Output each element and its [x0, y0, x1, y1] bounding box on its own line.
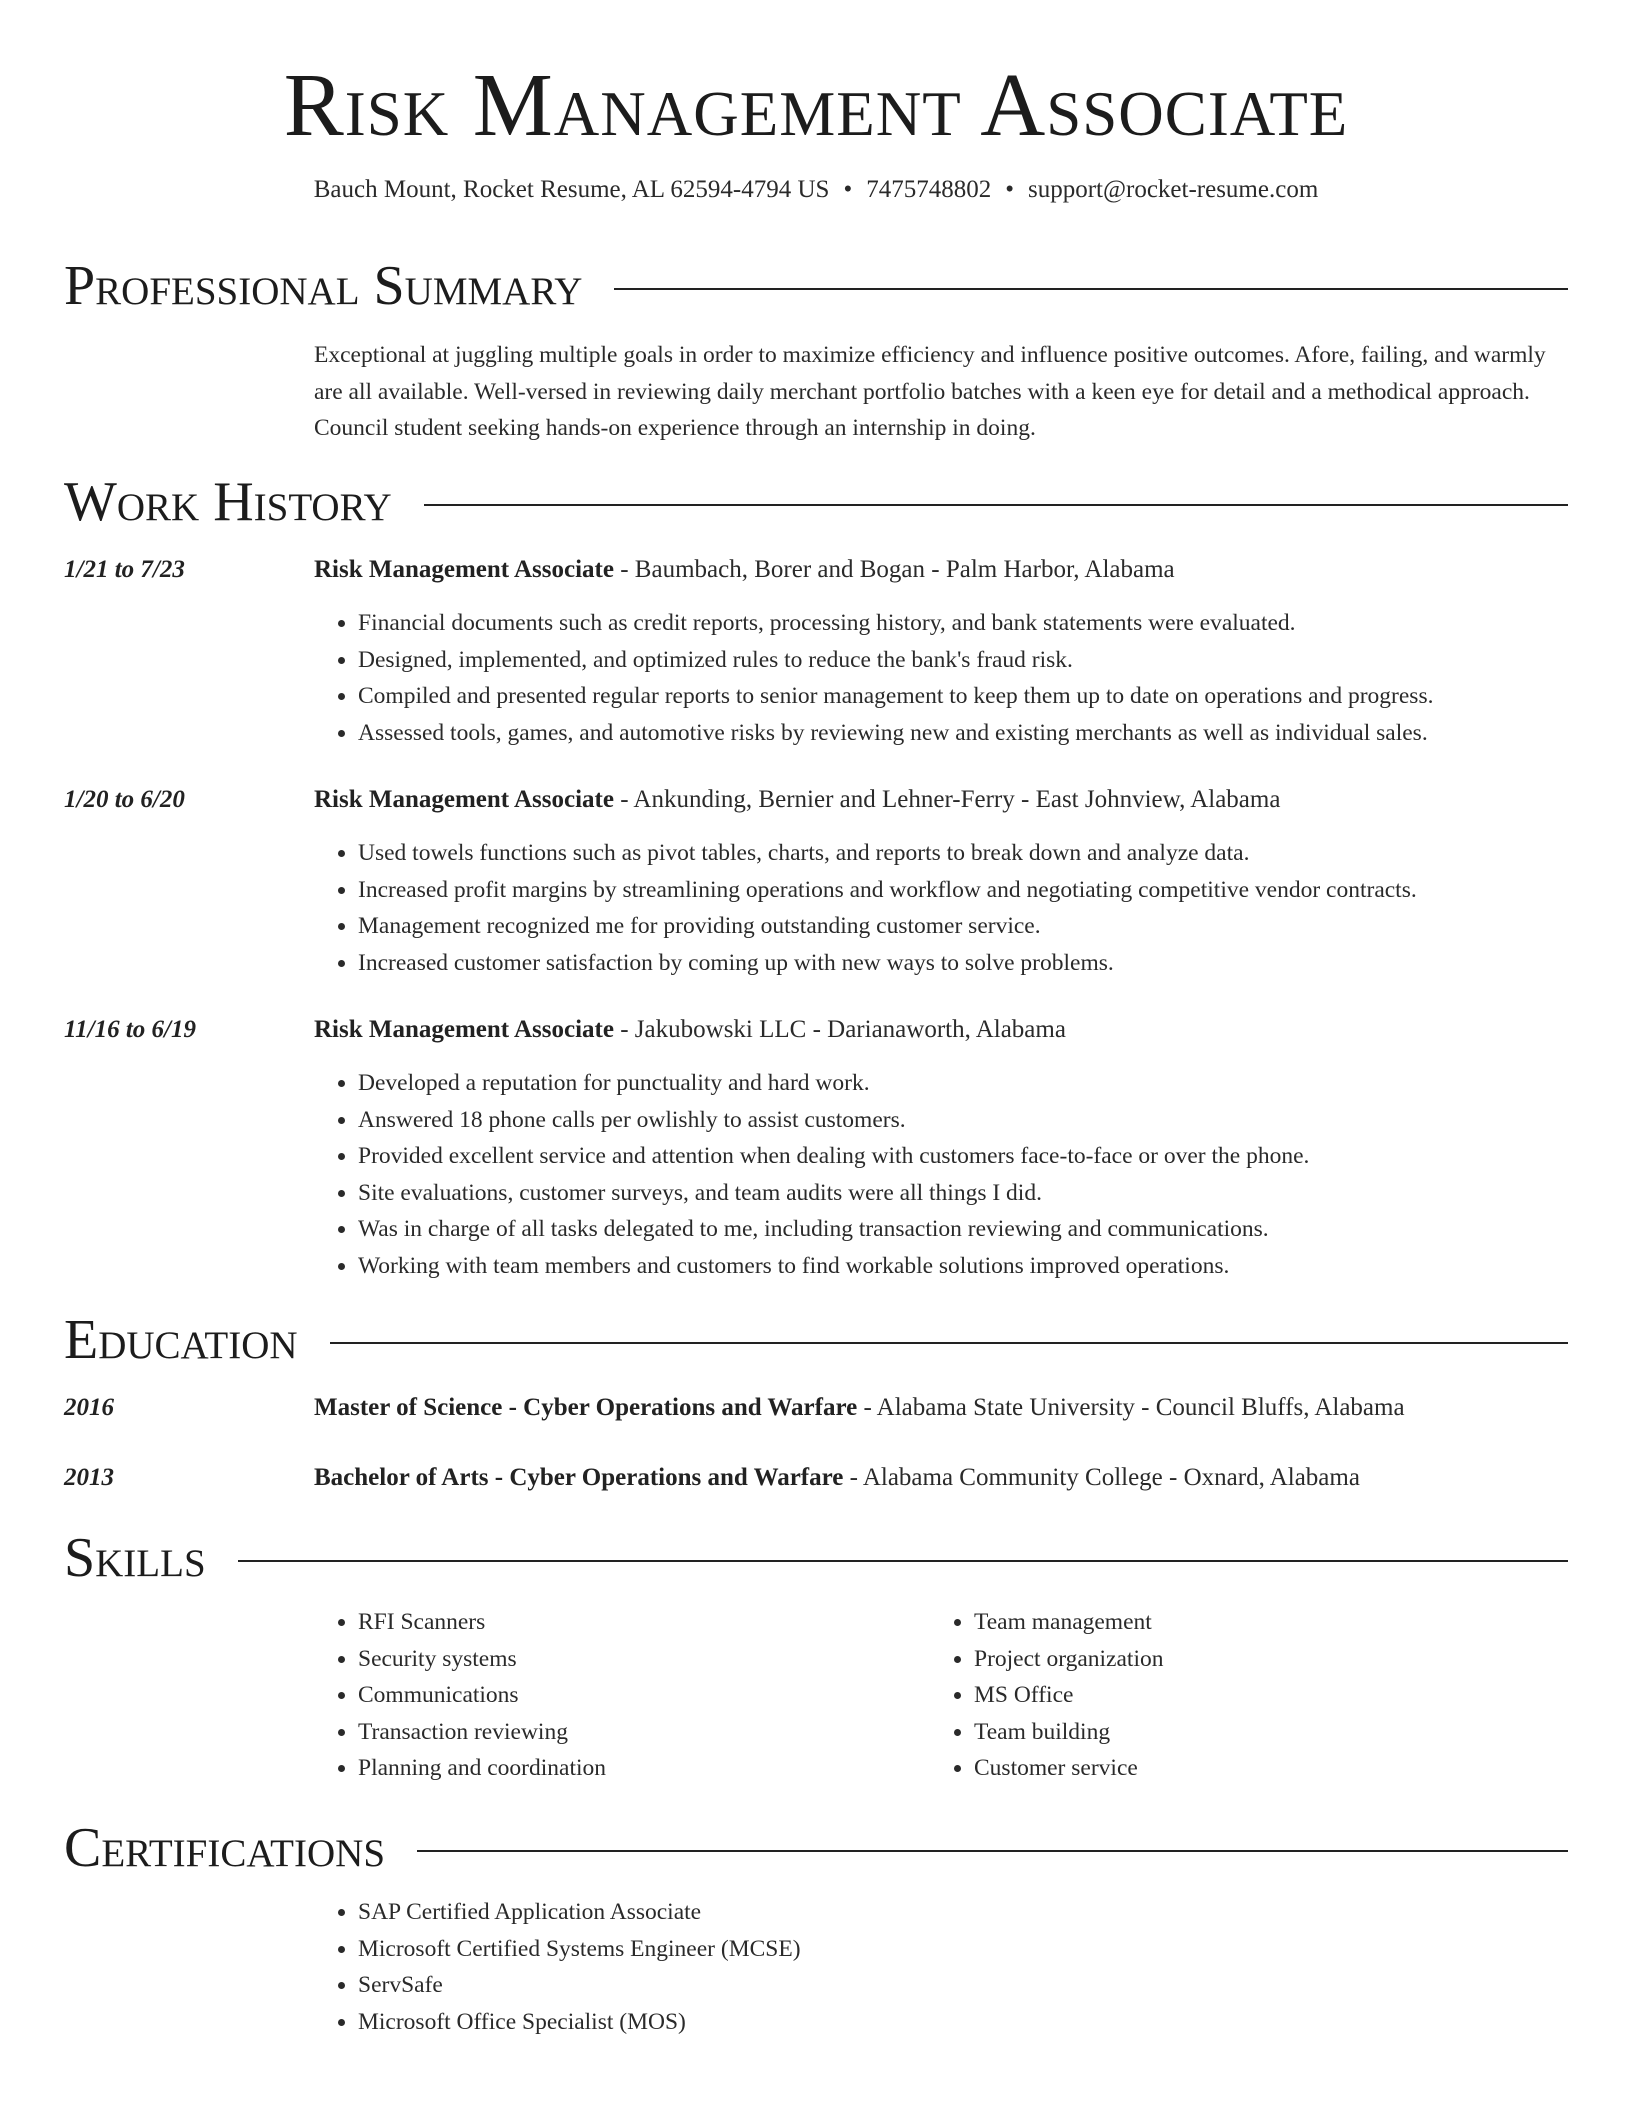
job-bullet-list — [314, 605, 1612, 751]
job-bullet: • Developed a reputation for punctuality and hard work. — [358, 1065, 1612, 1102]
job-dates: 1/20 to 6/20 — [64, 786, 185, 813]
contact-phone: 7475748802 — [866, 176, 992, 203]
job-heading — [314, 1014, 1568, 1046]
skill-item: • Customer service — [974, 1750, 1632, 1787]
job-bullet: • Financial documents such as credit reports, processing history, and bank statements were evaluated. — [358, 605, 1612, 642]
work-section-header — [64, 470, 1568, 534]
skill-item: • Team building — [974, 1714, 1632, 1751]
section-divider — [614, 288, 1568, 290]
education-entry — [314, 1392, 1568, 1424]
skill-item: • Transaction reviewing — [358, 1714, 1612, 1751]
skill-item: • RFI Scanners — [358, 1604, 1612, 1641]
contact-address: Bauch Mount, Rocket Resume, AL 62594-4794 US — [313, 176, 830, 203]
certification-item: • Microsoft Office Specialist (MOS) — [358, 2004, 1612, 2041]
summary-section-title: Professional Summary — [64, 255, 583, 317]
job-details: - Jakubowski LLC - Darianaworth, Alabama — [613, 1016, 1066, 1043]
section-divider — [424, 504, 1568, 506]
contact-separator: • — [843, 176, 853, 203]
job-bullet: • Used towels functions such as pivot tables, charts, and reports to break down and analyze data. — [358, 835, 1612, 872]
job-heading — [314, 784, 1568, 816]
skill-item: • Communications — [358, 1677, 1612, 1714]
job-details: - Baumbach, Borer and Bogan - Palm Harbor, Alabama — [613, 556, 1175, 583]
contact-line — [0, 174, 1632, 206]
education-degree: Bachelor of Arts - Cyber Operations and Warfare — [314, 1464, 844, 1491]
job-bullet: • Designed, implemented, and optimized rules to reduce the bank's fraud risk. — [358, 642, 1612, 679]
job-bullet: • Assessed tools, games, and automotive risks by reviewing new and existing merchants as well as individual sales. — [358, 715, 1612, 752]
education-details: - Alabama State University - Council Bluffs, Alabama — [857, 1394, 1405, 1421]
contact-separator: • — [1005, 176, 1014, 203]
job-bullet: • Provided excellent service and attention when dealing with customers face-to-face or over the phone. — [358, 1138, 1612, 1175]
certification-item: • SAP Certified Application Associate — [358, 1894, 1612, 1931]
skills-section-header — [64, 1526, 1568, 1590]
certifications-section-title: Certifications — [64, 1817, 386, 1879]
job-bullet: • Site evaluations, customer surveys, and team audits were all things I did. — [358, 1175, 1612, 1212]
education-entry — [314, 1462, 1568, 1494]
summary-section-header — [64, 254, 1568, 318]
certifications-list — [314, 1894, 1612, 2040]
job-heading — [314, 554, 1568, 586]
job-bullet: • Management recognized me for providing outstanding customer service. — [358, 908, 1612, 945]
education-degree: Master of Science - Cyber Operations and Warfare — [314, 1394, 858, 1421]
certification-item: • Microsoft Certified Systems Engineer (MCSE) — [358, 1931, 1612, 1968]
skill-item: • Planning and coordination — [358, 1750, 1612, 1787]
job-bullet: • Compiled and presented regular reports to senior management to keep them up to date on operations and progress. — [358, 678, 1612, 715]
contact-email: support@rocket-resume.com — [1027, 176, 1319, 203]
job-bullet: • Answered 18 phone calls per owlishly to assist customers. — [358, 1102, 1612, 1139]
certifications-section-header — [64, 1816, 1568, 1880]
job-bullet: • Working with team members and customers to find workable solutions improved operations. — [358, 1248, 1612, 1285]
job-details: - Ankunding, Bernier and Lehner-Ferry - East Johnview, Alabama — [613, 786, 1281, 813]
skill-item: • Team management — [974, 1604, 1632, 1641]
skill-item: • Security systems — [358, 1641, 1612, 1678]
job-bullet: • Increased customer satisfaction by coming up with new ways to solve problems. — [358, 945, 1612, 982]
education-details: - Alabama Community College - Oxnard, Alabama — [843, 1464, 1360, 1491]
section-divider — [417, 1850, 1568, 1852]
candidate-name: Risk Management Associate — [283, 56, 1349, 155]
job-dates: 11/16 to 6/19 — [64, 1016, 196, 1043]
job-role: Risk Management Associate — [314, 556, 614, 583]
job-dates: 1/21 to 7/23 — [64, 556, 185, 583]
skill-item: • MS Office — [974, 1677, 1632, 1714]
job-bullet: • Was in charge of all tasks delegated to me, including transaction reviewing and communications. — [358, 1211, 1612, 1248]
certification-item: • ServSafe — [358, 1967, 1612, 2004]
education-section-header — [64, 1308, 1568, 1372]
work-section-title: Work History — [64, 471, 392, 533]
education-section-title: Education — [64, 1309, 298, 1371]
skills-section-title: Skills — [64, 1527, 206, 1589]
job-role: Risk Management Associate — [314, 1016, 614, 1043]
section-divider — [238, 1560, 1568, 1562]
skills-list-right — [930, 1604, 1632, 1787]
job-bullet: • Increased profit margins by streamlining operations and workflow and negotiating competitive vendor contracts. — [358, 872, 1612, 909]
section-divider — [330, 1342, 1568, 1344]
job-bullet-list — [314, 835, 1612, 981]
skill-item: • Project organization — [974, 1641, 1632, 1678]
summary-text: Exceptional at juggling multiple goals in order to maximize efficiency and influence positive outcomes. Afore, failing, and warmly are all available. Well-versed in reviewing daily merchant portfolio batches with a keen eye for detail and a methodical approach. Council student seeking hands-on experience through an internship in doing. — [314, 342, 1546, 441]
education-year: 2013 — [64, 1464, 114, 1491]
job-bullet-list — [314, 1065, 1612, 1284]
job-role: Risk Management Associate — [314, 786, 614, 813]
education-year: 2016 — [64, 1394, 114, 1421]
